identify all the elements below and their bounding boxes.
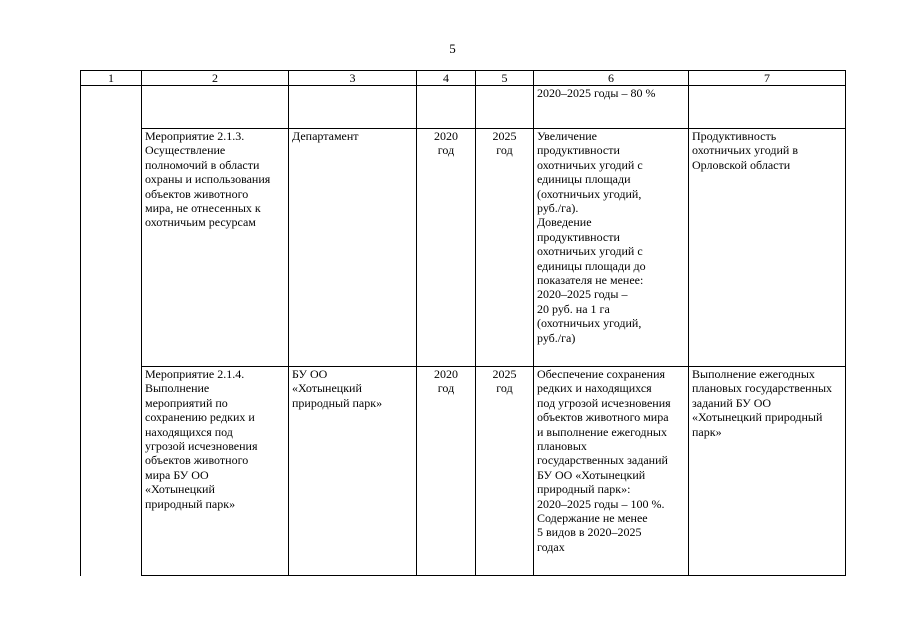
row-number-cell (81, 86, 142, 129)
start-year-cell: 2020 год (417, 129, 476, 367)
indicator-cell (689, 86, 846, 129)
table-row (81, 367, 846, 576)
column-header-7: 7 (689, 71, 846, 86)
end-year-cell: 2025 год (476, 129, 534, 367)
executor-cell: БУ ОО «Хотынецкий природный парк» (289, 367, 417, 576)
expected-result-cell: Обеспечение сохранения редких и находящихся под угрозой исчезновения объектов животного мира и выполнение ежегодных плановых государственных заданий БУ ОО «Хотынецкий природный парк»: 2020–2025 годы – 100 %. Содержание не менее 5 видов в 2020–2025 годах (534, 367, 689, 576)
end-year-cell (476, 86, 534, 129)
column-header-3: 3 (289, 71, 417, 86)
row-number-cell (81, 367, 142, 576)
page-number: 5 (449, 41, 456, 56)
executor-cell (289, 86, 417, 129)
activity-cell (142, 86, 289, 129)
activity-cell: Мероприятие 2.1.4. Выполнение мероприятий по сохранению редких и находящихся под угрозой исчезновения объектов животного мира БУ ОО «Хотынецкий природный парк» (142, 367, 289, 576)
indicator-cell: Продуктивность охотничьих угодий в Орловской области (689, 129, 846, 367)
activity-cell: Мероприятие 2.1.3. Осуществление полномочий в области охраны и использования объектов животного мира, не отнесенных к охотничьим ресурсам (142, 129, 289, 367)
column-header-1: 1 (81, 71, 142, 86)
row-number-cell (81, 129, 142, 367)
column-header-5: 5 (476, 71, 534, 86)
column-header-6: 6 (534, 71, 689, 86)
column-header-2: 2 (142, 71, 289, 86)
expected-result-cell: Увеличение продуктивности охотничьих угодий с единицы площади (охотничьих угодий, руб./га). Доведение продуктивности охотничьих угодий с единицы площади до показателя не менее: 2020–2025 годы – 20 руб. на 1 га (охотничьих угодий, руб./га) (534, 129, 689, 367)
indicator-cell: Выполнение ежегодных плановых государственных заданий БУ ОО «Хотынецкий природный парк» (689, 367, 846, 576)
start-year-cell: 2020 год (417, 367, 476, 576)
start-year-cell (417, 86, 476, 129)
table-row (81, 86, 846, 129)
executor-cell: Департамент (289, 129, 417, 367)
end-year-cell: 2025 год (476, 367, 534, 576)
table-row (81, 129, 846, 367)
program-activities-table (80, 70, 846, 576)
expected-result-cell: 2020–2025 годы – 80 % (534, 86, 689, 129)
column-header-4: 4 (417, 71, 476, 86)
table-header-row (81, 71, 846, 86)
